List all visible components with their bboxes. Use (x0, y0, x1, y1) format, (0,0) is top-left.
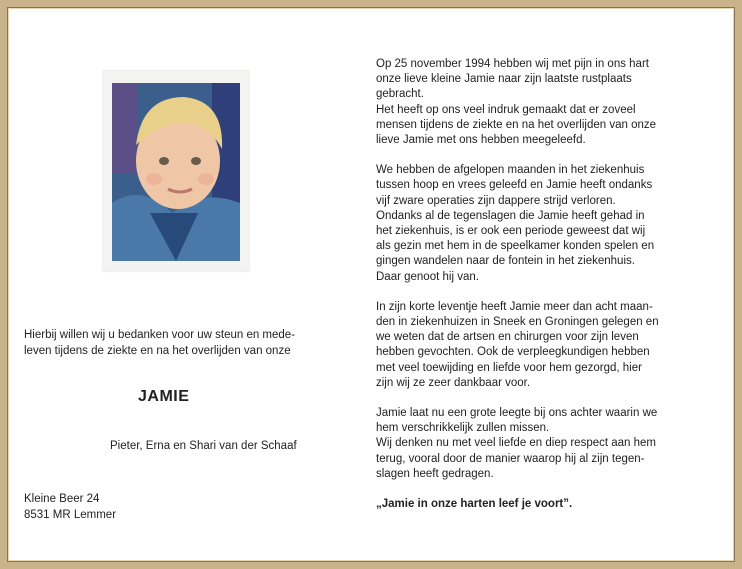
text-line: Wij denken nu met veel liefde en diep respect aan hem (376, 437, 656, 450)
paragraph (376, 436, 676, 482)
text-line: lieve Jamie met ons hebben meegeleefd. (376, 134, 586, 147)
thanks-line: leven tijdens de ziekte en na het overlijden van onze (24, 345, 291, 357)
paragraph (376, 300, 676, 391)
text-line: we weten dat de artsen en chirurgen voor zijn leven (376, 331, 639, 344)
text-line: Op 25 november 1994 hebben wij met pijn in ons hart (376, 58, 649, 70)
address-line: 8531 MR Lemmer (24, 509, 117, 521)
photo-card (103, 71, 249, 271)
deceased-name: JAMIE (138, 388, 190, 405)
address-line: Kleine Beer 24 (24, 493, 100, 505)
address (24, 491, 324, 523)
text-line: We hebben de afgelopen maanden in het ziekenhuis (376, 164, 645, 177)
memorial-text (376, 57, 676, 512)
text-line: hebben gevochten. Ook de verpleegkundigen hebben (376, 346, 650, 359)
text-line: slagen heeft gedragen. (376, 467, 494, 480)
paragraph (376, 103, 676, 149)
text-line: onze lieve kleine Jamie naar zijn laatste rustplaats (376, 73, 632, 86)
text-line: Ondanks al de tegenslagen die Jamie heeft gehad in (376, 209, 645, 222)
text-line: den in ziekenhuizen in Sneek en Groningen gelegen en (376, 316, 659, 329)
family-names: Pieter, Erna en Shari van der Schaaf (110, 440, 297, 452)
text-line: terug, vooral door de manier waarop hij al zijn tegen- (376, 452, 645, 465)
text-line: Het heeft op ons veel indruk gemaakt dat er zoveel (376, 103, 636, 116)
text-line: gebracht. (376, 88, 424, 101)
text-line: het ziekenhuis, is er ook een periode geweest dat wij (376, 225, 646, 238)
text-line: met veel toewijding en liefde voor hem gezorgd, hier (376, 361, 642, 374)
paragraph (376, 57, 676, 103)
text-line: vijf zware operaties zijn dappere strijd verloren. (376, 194, 616, 207)
text-line: gingen wandelen naar de fontein in het ziekenhuis. (376, 255, 635, 268)
text-line: als gezin met hem in de speelkamer konden spelen en (376, 240, 655, 253)
text-line: zijn wij ze zeer dankbaar voor. (376, 376, 531, 389)
text-line: tussen hoop en vrees geleefd en Jamie heeft ondanks (376, 179, 653, 192)
thanks-line: Hierbij willen wij u bedanken voor uw steun en mede- (24, 329, 296, 341)
paragraph (376, 406, 676, 436)
thanks-text (24, 327, 324, 359)
paragraph (376, 163, 676, 209)
text-line: In zijn korte leventje heeft Jamie meer dan acht maan- (376, 300, 653, 313)
closing-quote: „Jamie in onze harten leef je voort”. (376, 498, 573, 511)
text-line: hem verschrikkelijk zullen missen. (376, 422, 550, 435)
text-line: mensen tijdens de ziekte en na het overlijden van onze (376, 118, 657, 131)
text-line: Daar genoot hij van. (376, 270, 479, 283)
child-portrait-photo (112, 83, 240, 261)
paragraph (376, 209, 676, 285)
text-line: Jamie laat nu een grote leegte bij ons achter waarin we (376, 407, 658, 420)
